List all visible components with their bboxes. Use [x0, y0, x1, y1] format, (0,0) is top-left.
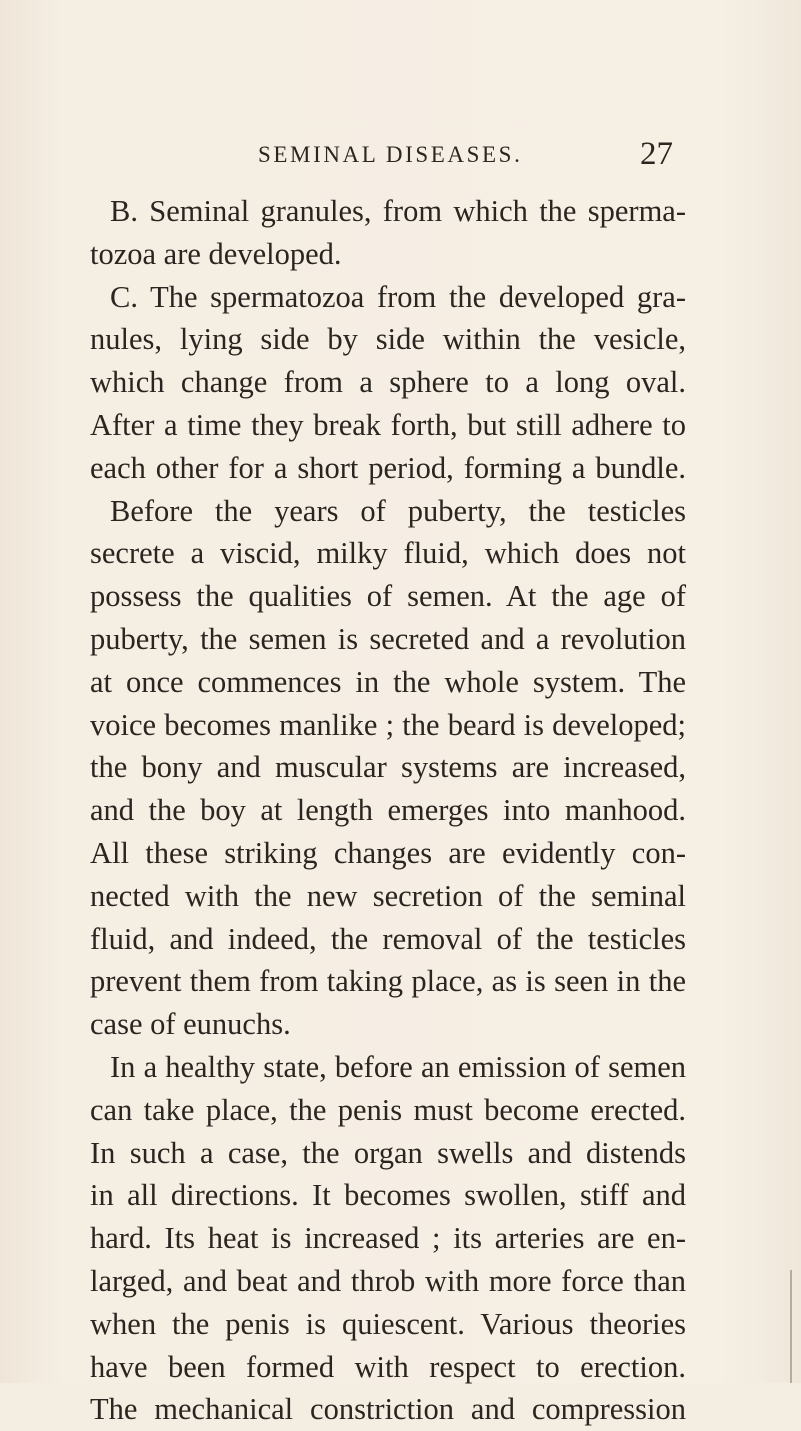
text-line: After a time they break forth, but still adhere to — [90, 407, 686, 442]
body-text — [90, 190, 686, 1431]
text-line: which change from a sphere to a long oval. — [90, 365, 686, 400]
text-line: can take place, the penis must become erected. — [90, 1092, 686, 1127]
running-title: SEMINAL DISEASES. — [258, 142, 523, 167]
page-number: 27 — [640, 136, 673, 172]
text-line: when the penis is quiescent. Various theories — [90, 1306, 686, 1341]
text-line: in all directions. It becomes swollen, stiff and — [90, 1178, 686, 1213]
text-line: voice becomes manlike ; the beard is developed; — [90, 707, 686, 742]
text-line: tozoa are developed. — [90, 236, 342, 271]
text-line: The mechanical constriction and compression — [90, 1392, 686, 1427]
text-line: All these striking changes are evidently con- — [90, 835, 686, 870]
text-line: larged, and beat and throb with more force than — [90, 1263, 686, 1298]
text-line: In a healthy state, before an emission of semen — [110, 1049, 686, 1084]
text-line: secrete a viscid, milky fluid, which does not — [90, 536, 686, 571]
text-line: C. The spermatozoa from the developed gra- — [110, 279, 686, 314]
page-header — [0, 136, 801, 176]
text-line: each other for a short period, forming a bundle. — [90, 450, 686, 485]
text-line: prevent them from taking place, as is seen in the — [90, 964, 686, 999]
page-edge-shadow — [790, 1270, 792, 1383]
text-line: and the boy at length emerges into manhood. — [90, 793, 686, 828]
text-line: possess the qualities of semen. At the age of — [90, 579, 686, 614]
text-line: have been formed with respect to erection. — [90, 1349, 686, 1384]
text-line: fluid, and indeed, the removal of the testicles — [90, 921, 686, 956]
text-line: at once commences in the whole system. The — [90, 664, 686, 699]
text-line: the bony and muscular systems are increased, — [90, 750, 686, 785]
text-line: nules, lying side by side within the vesicle, — [90, 322, 686, 357]
text-line: puberty, the semen is secreted and a revolution — [90, 621, 686, 656]
text-line: nected with the new secretion of the seminal — [90, 878, 686, 913]
text-line: Before the years of puberty, the testicles — [110, 493, 686, 528]
text-line: hard. Its heat is increased ; its arteries are en- — [90, 1221, 686, 1256]
text-line: case of eunuchs. — [90, 1007, 291, 1042]
text-line: In such a case, the organ swells and distends — [90, 1135, 686, 1170]
text-line: B. Seminal granules, from which the sperma- — [110, 194, 686, 228]
